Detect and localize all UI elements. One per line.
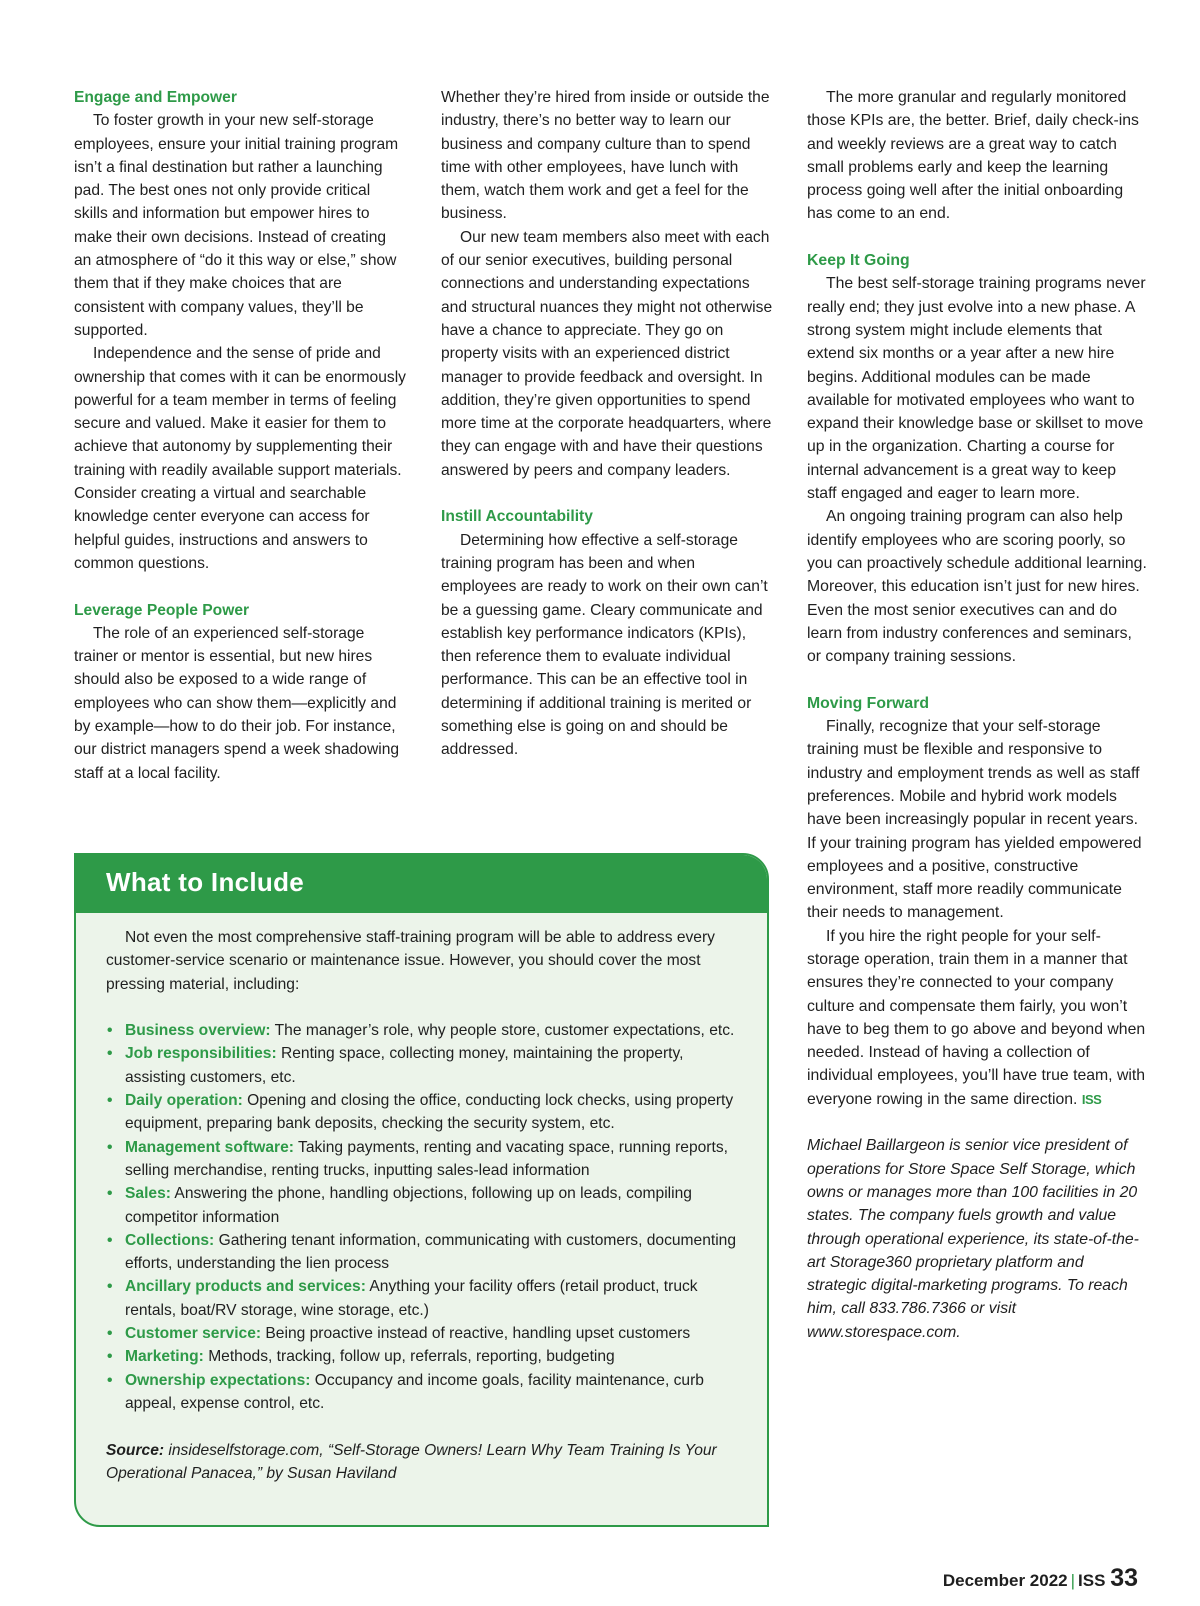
section-heading-moving-forward: Moving Forward	[807, 694, 929, 712]
paragraph: The role of an experienced self-storage trainer or mentor is essential, but new hires should also be exposed to a wide range of employees who can show them—explicitly and by example—how to do their job. For instance, our district managers spend a week shadowing staff at a local facility.	[74, 624, 400, 782]
paragraph: To foster growth in your new self-storage employees, ensure your initial training program isn’t a final destination but rather a launching pad. The best ones not only provide critical skills and information but empower hires to make their own decisions. Instead of creating an atmosphere of “do it this way or else,” show them that if they make choices that are consistent with company values, they’ll be supported.	[74, 112, 399, 339]
list-item: • Collections: Gathering tenant information, communicating with customers, documenting efforts, understanding the lien process	[106, 1229, 737, 1276]
include-list	[106, 1019, 737, 1415]
list-item: • Ownership expectations: Occupancy and income goals, facility maintenance, curb appeal, expense control, etc.	[106, 1369, 737, 1416]
what-to-include-box	[74, 853, 769, 1527]
author-bio: Michael Baillargeon is senior vice president of operations for Store Space Self Storage, which owns or manages more than 100 facilities in 20 states. The company fuels growth and value through operational experience, its state-of-the-art Storage360 proprietary platform and strategic digital-marketing programs. To reach him, call 833.786.7366 or visit www.storespace.com.	[807, 1137, 1139, 1341]
paragraph: Whether they’re hired from inside or outside the industry, there’s no better way to learn our business and company culture than to spend time with other employees, have lunch with them, watch them work and get a feel for the business.	[441, 89, 770, 223]
page-footer	[900, 1564, 1138, 1593]
section-heading-engage: Engage and Empower	[74, 89, 237, 106]
box-title: What to Include	[76, 855, 767, 913]
page-number: 33	[1110, 1564, 1138, 1592]
list-item: • Marketing: Methods, tracking, follow up, referrals, reporting, budgeting	[106, 1345, 737, 1368]
paragraph: The best self-storage training programs never really end; they just evolve into a new phase. A strong system might include elements that extend six months or a year after a new hire begins. Additional modules can be made available for motivated employees who want to expand their knowledge base or skillset to move up in the organization. Charting a course for internal advancement is a great way to keep staff engaged and eager to learn more.	[807, 275, 1146, 503]
list-item: • Job responsibilities: Renting space, collecting money, maintaining the property, assisting customers, etc.	[106, 1042, 737, 1089]
box-body	[76, 913, 767, 1485]
list-item: • Ancillary products and services: Anything your facility offers (retail product, truck rentals, boat/RV storage, wine storage, etc.)	[106, 1275, 737, 1322]
paragraph: Our new team members also meet with each of our senior executives, building personal connections and understanding expectations and structural nuances they might not otherwise have a chance to appreciate. They go on property visits with an experienced district manager to provide feedback and oversight. In addition, they’re given opportunities to spend more time at the corporate headquarters, where they can engage with and have their questions answered by peers and company leaders.	[441, 228, 773, 479]
magazine-name: ISS	[1078, 1571, 1106, 1590]
list-item: • Sales: Answering the phone, handling objections, following up on leads, compiling competitor information	[106, 1182, 737, 1229]
list-item: • Management software: Taking payments, renting and vacating space, running reports, selling merchandise, renting trucks, inputting sales-lead information	[106, 1136, 737, 1183]
article-column-3	[807, 86, 1147, 1344]
article-column-1	[74, 86, 406, 785]
list-item: • Daily operation: Opening and closing the office, conducting lock checks, using property equipment, preparing bank deposits, checking the security system, etc.	[106, 1089, 737, 1136]
box-source: Source: insideselfstorage.com, “Self-Storage Owners! Learn Why Team Training Is Your Operational Panacea,” by Susan Haviland	[106, 1441, 717, 1482]
paragraph: The more granular and regularly monitored those KPIs are, the better. Brief, daily check-ins and weekly reviews are a great way to catch small problems early and keep the learning process going well after the initial onboarding has come to an end.	[807, 89, 1139, 223]
footer-separator: |	[1070, 1571, 1076, 1590]
section-heading-leverage: Leverage People Power	[74, 601, 250, 619]
paragraph: An ongoing training program can also help identify employees who are scoring poorly, so you can proactively schedule additional learning. Moreover, this education isn’t just for new hires. Even the most senior executives can and do learn from industry conferences and seminars, or company training sessions.	[807, 508, 1147, 666]
section-heading-keep-going: Keep It Going	[807, 252, 910, 270]
box-intro: Not even the most comprehensive staff-training program will be able to address every customer-service scenario or maintenance issue. However, you should cover the most pressing material, including:	[106, 929, 715, 993]
paragraph: Finally, recognize that your self-storage training must be flexible and responsive to industry and employment trends as well as staff preferences. Mobile and hybrid work models have been increasingly popular in recent years. If your training program has yielded empowered employees and a positive, constructive environment, staff more readily communicate their needs to management.	[807, 718, 1142, 922]
list-item: • Business overview: The manager’s role, why people store, customer expectations, etc.	[106, 1019, 737, 1042]
paragraph: Independence and the sense of pride and ownership that comes with it can be enormously powerful for a team member in terms of feeling secure and valued. Make it easier for them to achieve that autonomy by supplementing their training with readily available support materials. Consider creating a virtual and searchable knowledge center everyone can access for helpful guides, instructions and answers to common questions.	[74, 345, 406, 572]
paragraph: Determining how effective a self-storage training program has been and when employees are ready to work on their own can’t be a guessing game. Cleary communicate and establish key performance indicators (KPIs), then reference them to evaluate individual performance. This can be an effective tool in determining if additional training is merited or something else is going on and should be addressed.	[441, 531, 768, 759]
end-mark-icon: ISS	[1081, 1091, 1102, 1107]
list-item: • Customer service: Being proactive instead of reactive, handling upset customers	[106, 1322, 737, 1345]
section-heading-accountability: Instill Accountability	[441, 508, 593, 526]
issue-date: December 2022	[942, 1571, 1068, 1590]
article-column-2	[441, 86, 774, 762]
paragraph-final: If you hire the right people for your self-storage operation, train them in a manner that ensures they’re connected to your company culture and compensate them fairly, you won’t have to beg them to go above and beyond when needed. Instead of having a collection of individual employees, you’ll have true team, with everyone rowing in the same direction. ISS	[807, 927, 1146, 1108]
